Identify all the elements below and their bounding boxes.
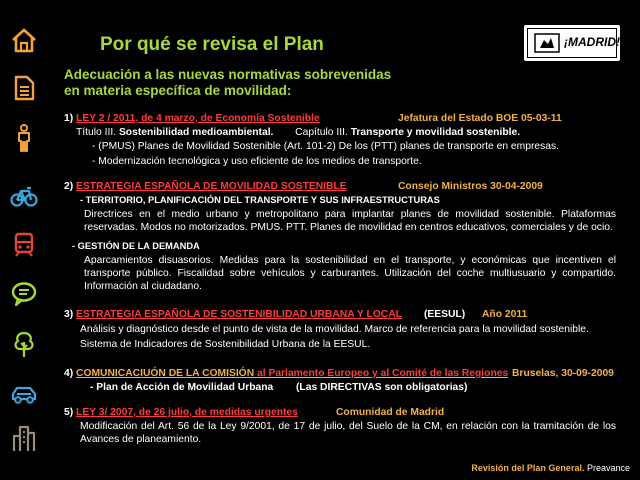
section-heading: - GESTIÓN DE LA DEMANDA — [72, 241, 200, 251]
item-number: 1) — [64, 113, 74, 124]
item-number: 4) — [64, 368, 74, 379]
communication-recipient: al Parlamento Europeo y al Comité de las Regiones — [254, 368, 509, 379]
footer-bold: Revisión del Plan General. — [471, 463, 585, 473]
issuer: Bruselas, 30-09-2009 — [512, 368, 614, 379]
logo-text: ¡MADRID! — [564, 35, 620, 49]
law-link[interactable]: LEY 2 / 2011, de 4 marzo, de Economía Sostenible — [76, 113, 320, 124]
bullet-item: - Modernización tecnológica y uso eficiente de los medios de transporte. — [92, 156, 422, 167]
year: Año 2011 — [482, 309, 528, 320]
strategy-link[interactable]: ESTRATEGIA ESPAÑOLA DE MOVILIDAD SOSTENIBLE — [76, 181, 347, 192]
car-icon[interactable] — [10, 380, 38, 408]
home-icon[interactable] — [10, 26, 38, 54]
communication-title: COMUNICACIUÓN DE LA COMISIÓN — [76, 368, 255, 379]
item-number: 5) — [64, 407, 74, 418]
action-plan: - Plan de Acción de Movilidad Urbana — [90, 382, 274, 393]
chapter-text: Transporte y movilidad sostenible. — [350, 127, 521, 138]
description-line: Análisis y diagnóstico desde el punto de vista de la movilidad. Marco de referencia para la movilidad sostenible. — [80, 324, 589, 335]
document-icon[interactable] — [10, 74, 38, 102]
subtitle-line-2: en materia específica de movilidad: — [64, 83, 292, 98]
description-line: Sistema de Indicadores de Sostenibilidad Urbana de la EESUL. — [80, 339, 371, 350]
footer — [471, 463, 630, 473]
issuer: Consejo Ministros 30-04-2009 — [398, 181, 543, 192]
section-heading: - TERRITORIO, PLANIFICACIÓN DEL TRANSPORTE Y SUS INFRAESTRUCTURAS — [80, 195, 440, 205]
item-number: 2) — [64, 181, 74, 192]
madrid-crest-icon — [534, 33, 560, 53]
issuer: Jefatura del Estado BOE 05-03-11 — [398, 113, 562, 124]
subtitle-line-1: Adecuación a las nuevas normativas sobrevenidas — [64, 67, 392, 82]
title-text: Sostenibilidad medioambiental. — [118, 127, 274, 138]
communication-link[interactable] — [76, 368, 508, 379]
item-number: 3) — [64, 309, 74, 320]
madrid-logo[interactable] — [524, 25, 620, 61]
buildings-icon[interactable] — [10, 424, 38, 452]
abbreviation: (EESUL) — [424, 309, 466, 320]
chapter-label: Capítulo III. — [295, 127, 348, 138]
train-icon[interactable] — [10, 230, 38, 258]
law-link[interactable]: LEY 3/ 2007, de 26 julio, de medidas urgentes — [76, 407, 298, 418]
sidebar-nav — [0, 0, 46, 480]
chat-bubble-icon[interactable] — [10, 280, 38, 308]
paragraph: Aparcamientos disuasorios. Medidas para la sostenibilidad en el transporte, y económicas que incentiven el transporte público. Fiscalidad sobre vehículos y carburantes. Utilización del coche multiusuario y compartido. Información al ciudadano. — [84, 255, 616, 292]
section-subtitle — [64, 67, 484, 99]
page-title: Por qué se revisa el Plan — [100, 34, 324, 55]
title-label: Título III. — [76, 127, 117, 138]
paragraph: Directrices en el medio urbano y metropolitano para implantar planes de movilidad sostenible. Plataformas reservadas. Modos no motorizados. PMUS. PTT. Planes de movilidad en centros educativos, comerciales y de ocio. — [84, 209, 616, 233]
paragraph: Modificación del Art. 56 de la Ley 9/2001, de 17 de julio, del Suelo de la CM, en relación con la tramitación de los Avances de planeamiento. — [80, 421, 616, 445]
tree-icon[interactable] — [10, 330, 38, 358]
logo-frame — [527, 28, 620, 58]
directives-note: (Las DIRECTIVAS son obligatorias) — [296, 382, 468, 393]
pedestrian-icon[interactable] — [10, 124, 38, 152]
strategy-link[interactable]: ESTRATEGIA ESPAÑOLA DE SOSTENIBILIDAD URBANA Y LOCAL — [76, 309, 402, 320]
bullet-item: - (PMUS) Planes de Movilidad Sostenible (Art. 101-2) De los (PTT) planes de transporte en empresas. — [92, 141, 559, 152]
issuer: Comunidad de Madrid — [336, 407, 445, 418]
bicycle-icon[interactable] — [10, 182, 38, 210]
footer-status: Preavance — [586, 463, 630, 473]
